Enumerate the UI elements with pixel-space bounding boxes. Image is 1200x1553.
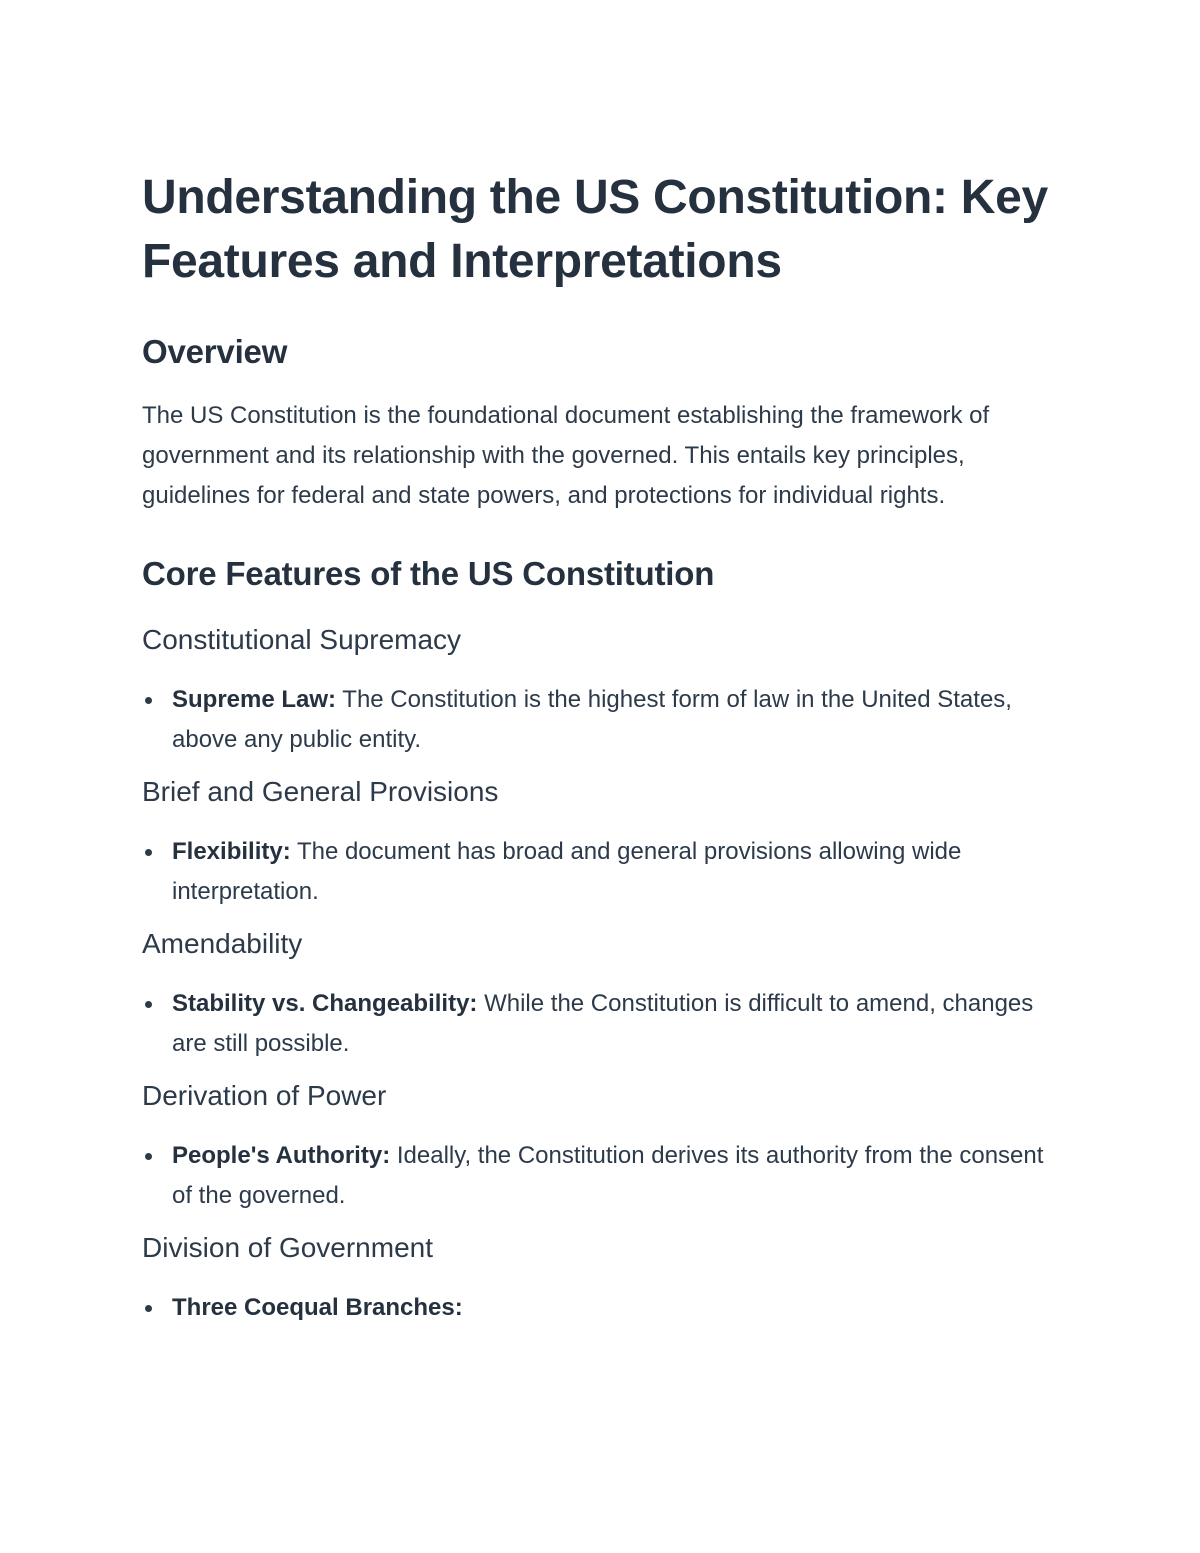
list-item-text: Ideally, the Constitution derives its authority from the consent of the governed. xyxy=(172,1142,1044,1209)
list-item-separator: : xyxy=(328,686,337,713)
bullet-icon xyxy=(145,1153,152,1160)
list-item-separator: : xyxy=(382,1142,391,1169)
bullet-icon xyxy=(145,1305,152,1312)
section-list-amendability xyxy=(142,984,1060,1064)
list-item-separator: : xyxy=(282,838,291,865)
section-heading-amendability: Amendability xyxy=(142,928,303,959)
list-item-text: While the Constitution is difficult to amend, changes are still possible. xyxy=(172,990,1034,1057)
list-item-term: People's Authority xyxy=(172,1142,383,1169)
section-list-division-of-government xyxy=(142,1288,1060,1328)
overview-heading: Overview xyxy=(142,333,288,370)
section-heading-division-of-government: Division of Government xyxy=(142,1232,434,1263)
overview-paragraph: The US Constitution is the foundational document establishing the framework of government and its relationship with the governed. This entails key principles, guidelines for federal and state powers, and protections for individual rights. xyxy=(142,402,990,509)
list-item xyxy=(142,832,1060,912)
section-list-derivation-of-power xyxy=(142,1136,1060,1216)
list-item xyxy=(142,680,1060,760)
list-item xyxy=(142,984,1060,1064)
section-heading-derivation-of-power: Derivation of Power xyxy=(142,1080,387,1111)
bullet-icon xyxy=(145,697,152,704)
section-list-constitutional-supremacy xyxy=(142,680,1060,760)
bullet-icon xyxy=(145,849,152,856)
list-item-separator: : xyxy=(469,990,478,1017)
list-item xyxy=(142,1136,1060,1216)
core-features-heading: Core Features of the US Constitution xyxy=(142,555,715,592)
section-list-brief-general-provisions xyxy=(142,832,1060,912)
list-item xyxy=(142,1288,1060,1328)
list-item-text: The document has broad and general provisions allowing wide interpretation. xyxy=(172,838,962,905)
section-heading-brief-general-provisions: Brief and General Provisions xyxy=(142,776,499,807)
list-item-term: Three Coequal Branches: xyxy=(172,1294,463,1321)
bullet-icon xyxy=(145,1001,152,1008)
list-item-text: The Constitution is the highest form of law in the United States, above any public entity. xyxy=(172,686,1012,753)
list-item-term: Supreme Law xyxy=(172,686,329,713)
document-title: Understanding the US Constitution: Key Features and Interpretations xyxy=(142,171,1048,288)
list-item-term: Stability vs. Changeability xyxy=(172,990,470,1017)
list-item-term: Flexibility xyxy=(172,838,283,865)
section-heading-constitutional-supremacy: Constitutional Supremacy xyxy=(142,624,462,655)
